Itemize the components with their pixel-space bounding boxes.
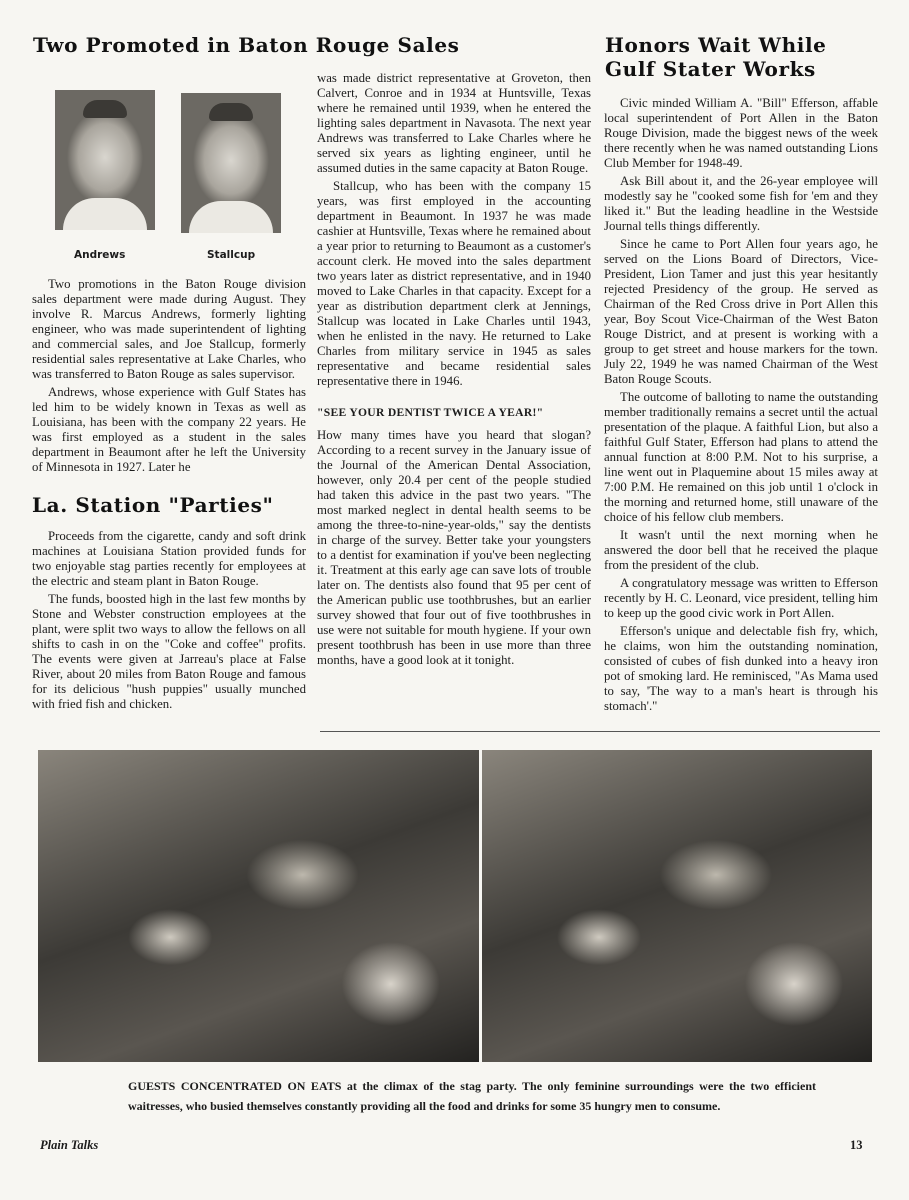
caption-text: at the climax of the stag party. The only feminine surroundings were the two efficient waitresses, who busied themselves constantly providing all the food and drinks for some 35 hungry men to consume. (128, 1079, 817, 1113)
paragraph: Proceeds from the cigarette, candy and soft drink machines at Louisiana Station provided funds for two enjoyable stag parties recently for employees at the electric and steam plant in Baton Rouge. (32, 529, 306, 588)
photo-name-stallcup: Stallcup (207, 249, 256, 261)
headline-line: Honors Wait While (605, 33, 827, 57)
paragraph: How many times have you heard that slogan? According to a recent survey in the January issue of the Journal of the American Dental Association, however, only 20.4 per cent of the people studied had taken this advice in the past two years. "The most marked neglect in dental health seems to be among the three-to-nine-year-olds," say the dentists in charge of the survey. Better take your youngsters to a dentist for examination if you've been neglecting it. Treatment at this early age can save lots of trouble later on. The dentists also found that 95 per cent of the American public use toothbrushes, but an earlier survey showed that four out of five toothbrushes in use were not suitable for mouth hygiene. If your own present toothbrush has been in use more than three months, have a good look at it tonight. (317, 428, 591, 667)
paragraph: The outcome of balloting to name the outstanding member traditionally remains a secret until the actual presentation of the plaque. A faithful Lion, but also a faithful Gulf Stater, Efferson had plans to attend the annual function at 8:00 P.M. Not to his surprise, a line went out in Plaquemine about 15 miles away at 7:00 P.M. He remained on this job until 1 o'clock in the morning and returned home, still unaware of the choice of his fellow club members. (604, 390, 878, 524)
article-headline-dentist: "SEE YOUR DENTIST TWICE A YEAR!" (317, 406, 544, 419)
photo-name-andrews: Andrews (74, 249, 126, 261)
article4-body (604, 96, 878, 717)
footer-publication: Plain Talks (40, 1138, 99, 1152)
paragraph: Two promotions in the Baton Rouge division sales department were made during August. They involve R. Marcus Andrews, formerly lighting engineer, who was made superintendent of lighting and commercial sales, and Joe Stallcup, formerly residential sales representative at Lake Charles, who was transferred to Baton Rouge as sales supervisor. (32, 277, 306, 381)
photo-caption (128, 1077, 816, 1116)
photo-stag-party-right (482, 750, 872, 1062)
caption-lead: GUESTS CONCENTRATED ON EATS (128, 1079, 342, 1093)
article-headline-promoted: Two Promoted in Baton Rouge Sales (33, 33, 460, 57)
paragraph: Efferson's unique and delectable fish fry, which, he claims, won him the outstanding nomination, consisted of cubes of fish dunked into a heavy iron pot of smoking lard. He reminisced, "As Mama used to say, 'The way to a man's heart is through his stomach'." (604, 624, 878, 713)
portrait-andrews (55, 90, 155, 230)
paragraph: It wasn't until the next morning when he answered the door bell that he received the plaque from the president of the club. (604, 528, 878, 572)
paragraph: Ask Bill about it, and the 26-year employee will modestly say he "cooked some fish for 'em and they liked it." But the leading headline in the Westside Journal tells things differently. (604, 174, 878, 233)
article-headline-station-parties: La. Station "Parties" (32, 493, 274, 517)
column-2 (317, 71, 591, 671)
column-1 (32, 277, 306, 715)
paragraph: A congratulatory message was written to Efferson recently by H. C. Leonard, vice president, telling him to keep up the good civic work in Port Allen. (604, 576, 878, 620)
headline-line: Gulf Stater Works (605, 57, 816, 81)
paragraph: Andrews, whose experience with Gulf States has led him to be widely known in Texas as well as Louisiana, has been with the company 22 years. He was first employed as a student in the sales department in Beaumont after he left the University of Minnesota in 1927. Later he (32, 385, 306, 474)
divider-rule (320, 731, 880, 732)
footer-page-number: 13 (850, 1138, 863, 1152)
photo-stag-party-left (38, 750, 479, 1062)
paragraph: Civic minded William A. "Bill" Efferson, affable local superintendent of Port Allen in the Baton Rouge Division, made the biggest news of the week there recently when he was named outstanding Lions Club Member for 1948-49. (604, 96, 878, 170)
paragraph: The funds, boosted high in the last few months by Stone and Webster construction employees at the plant, were split two ways to allow the fellows on all shifts to cash in on the "Coke and coffee" profits. The events were given at Jarreau's place at False River, about 20 miles from Baton Rouge and famous for its delicious "hush puppies" usually munched with fried fish and chicken. (32, 592, 306, 711)
portrait-stallcup (181, 93, 281, 233)
paragraph: Since he came to Port Allen four years ago, he served on the Lions Board of Directors, Vice-President, Lion Tamer and just this year hesitantly rejected Presidency of the group. He served as Chairman of the Red Cross drive in Port Allen this year, Boy Scout Vice-Chairman of the West Baton Rouge District, and at present is working with a group to get street and house markers for the town. July 22, 1949 he was named Chairman of the West Baton Rouge Scouts. (604, 237, 878, 386)
article-headline-honors (605, 33, 826, 81)
paragraph: Stallcup, who has been with the company 15 years, was first employed in the accounting department in Beaumont. In 1937 he was made cashier at Huntsville, Texas where he remained about a year prior to returning to Beaumont as a customer's account clerk. He moved into the sales department two years later as district representative, and in 1940 moved to Lake Charles in that capacity. Except for a year as distribution department clerk at Jennings, Stallcup was located in Lake Charles until 1943, when he enlisted in the navy. He returned to Lake Charles from military service in 1945 as sales representative and became residential sales representative there in 1946. (317, 179, 591, 388)
paragraph: was made district representative at Groveton, then Calvert, Conroe and in 1934 at Huntsville, Texas where he remained until 1939, when he entered the lighting sales department in Navasota. The next year Andrews was transferred to Lake Charles where he served six years as lighting engineer, until he assumed duties in the same capacity at Baton Rouge. (317, 71, 591, 175)
